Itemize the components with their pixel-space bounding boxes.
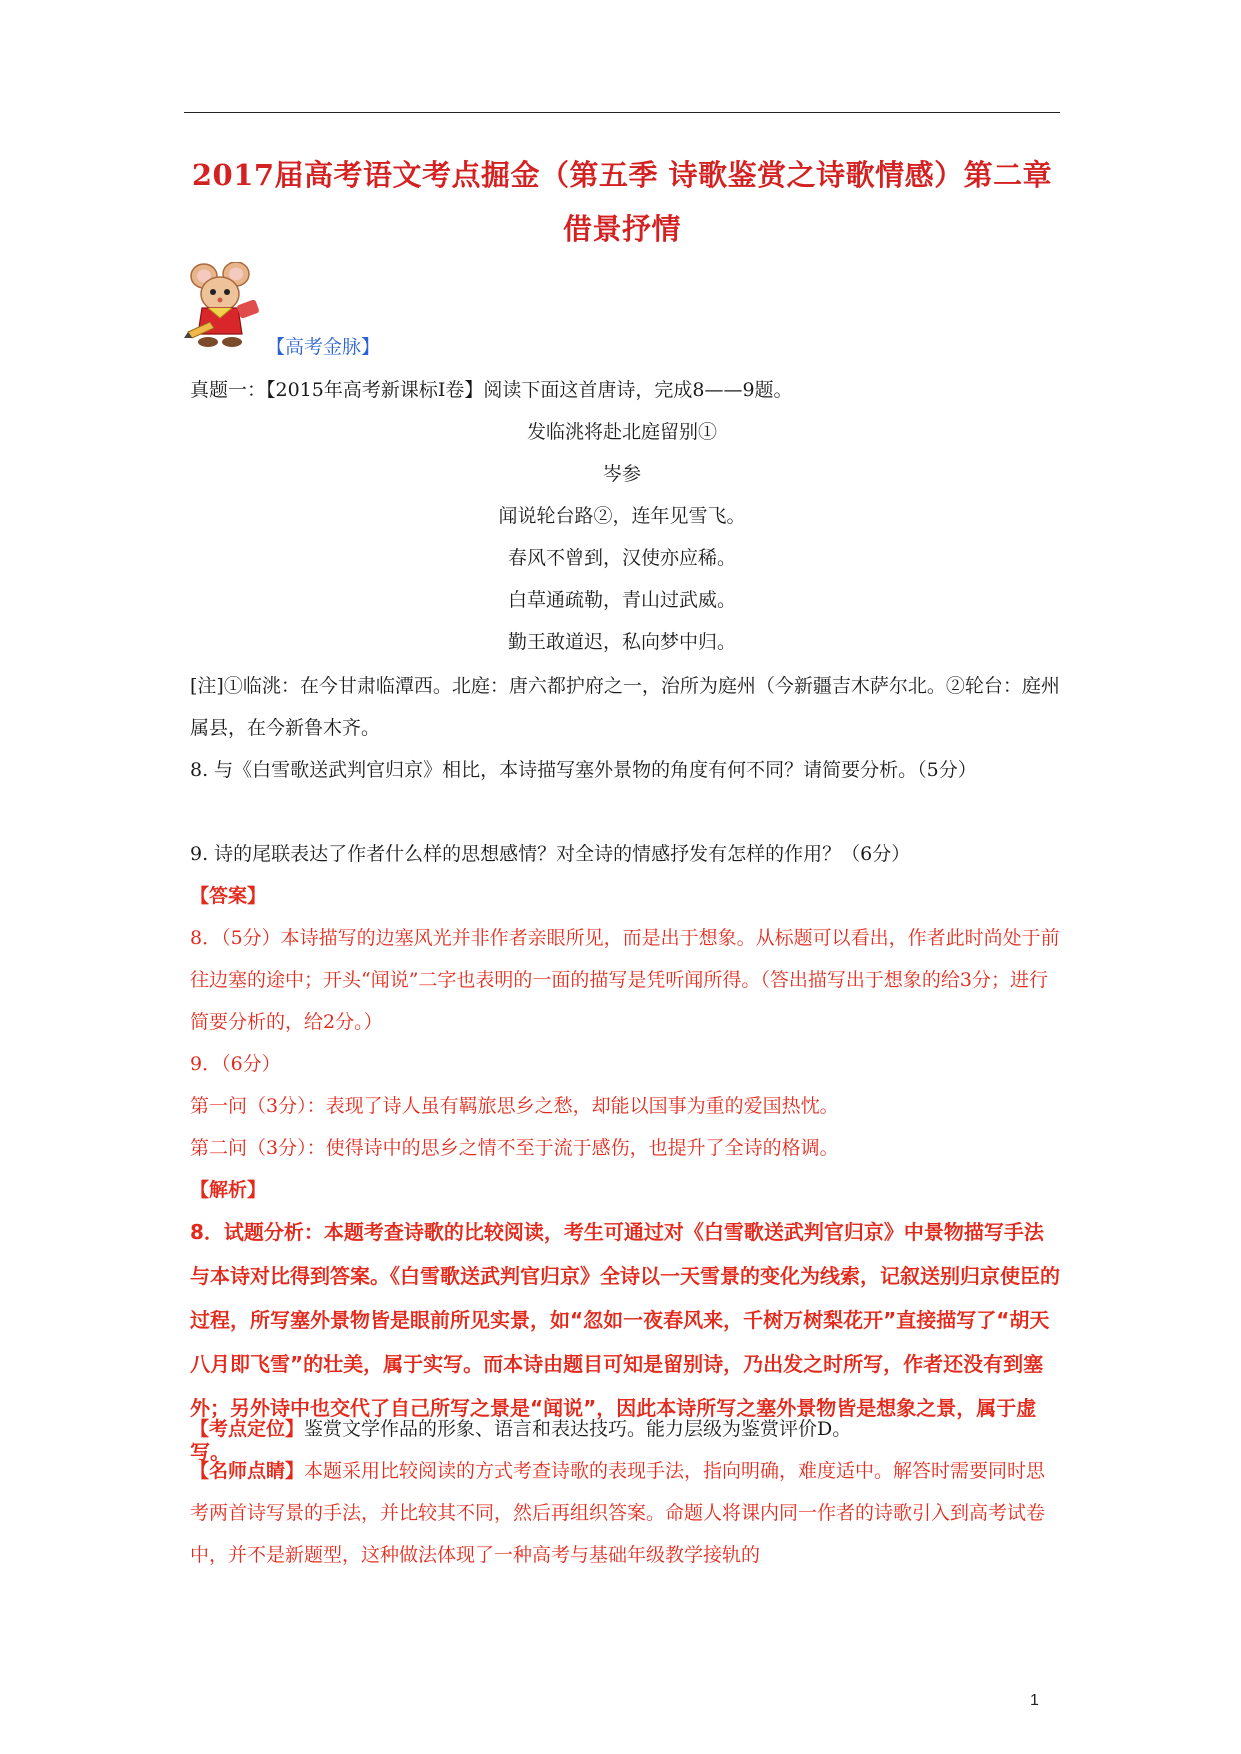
poem-line: 春风不曾到，汉使亦应稀。 bbox=[507, 547, 736, 569]
answer-label: 【答案】 bbox=[190, 885, 267, 907]
analysis-text: 8．试题分析：本题考查诗歌的比较阅读，考生可通过对《白雪歌送武判官归京》中景物描写手法与本诗对比得到答案。《白雪歌送武判官归京》全诗以一天雪景的变化为线索，记叙送别归京使臣的过程，所写塞外景物皆是眼前所见实景，如“忽如一夜春风来，千树万树梨花开”直接描写了“胡天八月即飞雪”的壮美，属于实写。而本诗由题目可知是留别诗，乃出发之时所写，作者还没有到塞外；另外诗中也交代了自己所写之景是“闻说”，因此本诗所写之塞外景物皆是想象之景，属于虚写。 bbox=[190, 1220, 1060, 1464]
mingshi-text: 本题采用比较阅读的方式考查诗歌的表现手法，指向明确，难度适中。解答时需要同时思考两首诗写景的手法，并比较其不同，然后再组织答案。命题人将课内同一作者的诗歌引入到高考试卷中，并不是新题型，这种做法体现了一种高考与基础年级教学接轨的 bbox=[190, 1460, 1046, 1566]
analysis-label: 【解析】 bbox=[190, 1179, 267, 1201]
page-number: 1 bbox=[1030, 1692, 1039, 1709]
mingshi-block bbox=[190, 1450, 1060, 1576]
header-rule bbox=[184, 112, 1060, 113]
kaodian-line bbox=[190, 1408, 1060, 1450]
question-9: 9. 诗的尾联表达了作者什么样的思想感情？对全诗的情感抒发有怎样的作用？（6分） bbox=[190, 843, 911, 865]
section-tag: 【高考金脉】 bbox=[266, 336, 381, 358]
poem-note: [注]①临洮：在今甘肃临潭西。北庭：唐六都护府之一，治所为庭州（今新疆吉木萨尔北。②轮台：庭州属县，在今新鲁木齐。 bbox=[190, 675, 1060, 739]
poem-line: 勤王敢道迟，私向梦中归。 bbox=[507, 631, 736, 653]
kaodian-label: 【考点定位】 bbox=[190, 1418, 305, 1440]
mouse-mascot-icon bbox=[180, 262, 264, 352]
poem-line: 闻说轮台路②，连年见雪飞。 bbox=[498, 505, 746, 527]
kaodian-text: 鉴赏文学作品的形象、语言和表达技巧。能力层级为鉴赏评价D。 bbox=[304, 1418, 852, 1440]
answer-9-head: 9．（6分） bbox=[190, 1053, 281, 1075]
poem-author: 岑参 bbox=[602, 463, 641, 485]
question-8: 8. 与《白雪歌送武判官归京》相比，本诗描写塞外景物的角度有何不同？请简要分析。（5分） bbox=[190, 759, 977, 781]
page-title: 2017届高考语文考点掘金（第五季 诗歌鉴赏之诗歌情感）第二章 借景抒情 bbox=[191, 158, 1053, 246]
answer-9-part-1: 第一问（3分）：表现了诗人虽有羁旅思乡之愁，却能以国事为重的爱国热忱。 bbox=[190, 1095, 839, 1117]
question-intro: 真题一：【2015年高考新课标Ⅰ卷】阅读下面这首唐诗，完成8——9题。 bbox=[190, 379, 793, 401]
mingshi-label: 【名师点睛】 bbox=[190, 1460, 305, 1482]
answer-8: 8．（5分）本诗描写的边塞风光并非作者亲眼所见，而是出于想象。从标题可以看出，作者此时尚处于前往边塞的途中；开头“闻说”二字也表明的一面的描写是凭听闻所得。（答出描写出于想象的给3分；进行简要分析的，给2分。） bbox=[190, 927, 1060, 1033]
poem-title: 发临洮将赴北庭留别① bbox=[526, 421, 717, 443]
answer-9-part-2: 第二问（3分）：使得诗中的思乡之情不至于流于感伤，也提升了全诗的格调。 bbox=[190, 1137, 839, 1159]
poem-line: 白草通疏勒，青山过武威。 bbox=[507, 589, 736, 611]
